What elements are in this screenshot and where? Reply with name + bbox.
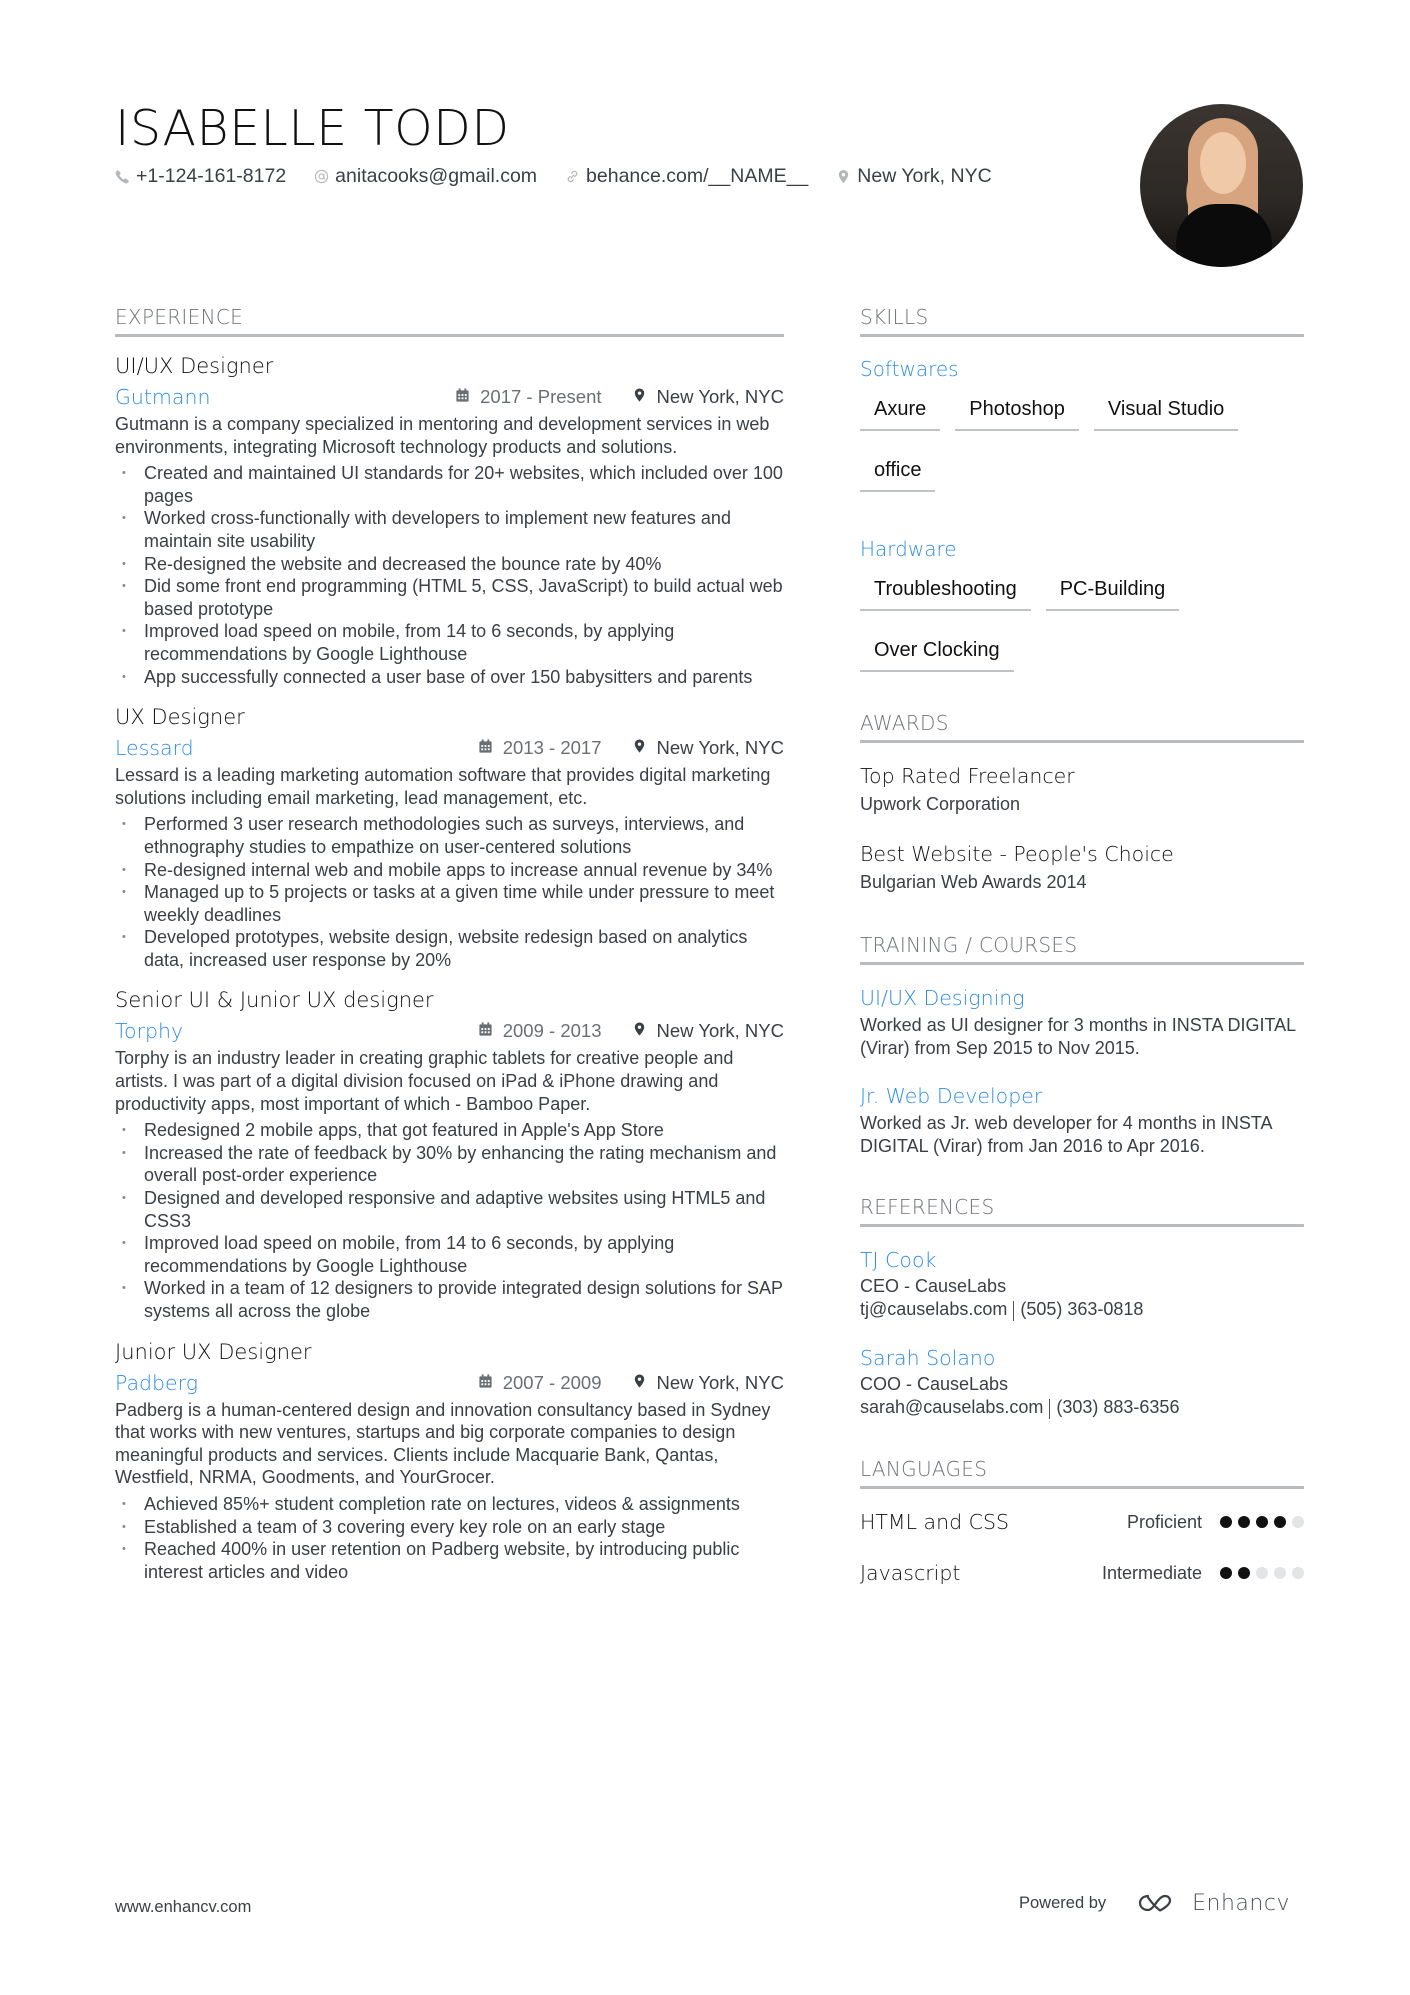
company-name: Gutmann (115, 385, 211, 409)
skill-tags (860, 575, 1304, 697)
achievement-item: • Achieved 85%+ student completion rate on lectures, videos & assignments (115, 1493, 784, 1516)
achievement-item: • Managed up to 5 projects or tasks at a given time while under pressure to meet weekly deadlines (115, 881, 784, 926)
location-pin-icon (632, 734, 657, 762)
job-meta-row (115, 734, 784, 762)
reference-email[interactable]: sarah@causelabs.com (860, 1397, 1044, 1418)
left-column (115, 305, 784, 1583)
achievement-item: • Worked in a team of 12 designers to provide integrated design solutions for SAP systems all across the globe (115, 1277, 784, 1322)
date-range: 2017 - Present (480, 386, 602, 407)
location-text: New York, NYC (656, 1371, 784, 1393)
skill-tag: Visual Studio (1094, 395, 1238, 431)
job-location (632, 1017, 785, 1045)
calendar-icon (478, 1017, 503, 1045)
reference-name: TJ Cook (860, 1248, 937, 1273)
job-meta (455, 383, 784, 411)
photo-turtleneck (1176, 204, 1272, 267)
contact-email (314, 165, 537, 188)
divider (1013, 1301, 1014, 1321)
profile-photo (1140, 104, 1303, 267)
achievement-item: • Designed and developed responsive and adaptive websites using HTML5 and CSS3 (115, 1187, 784, 1232)
languages-heading: LANGUAGES (860, 1457, 1304, 1489)
award-issuer: Bulgarian Web Awards 2014 (860, 872, 1087, 892)
brand-name: Enhancv (1192, 1890, 1290, 1916)
contact-line (115, 165, 1115, 188)
company-name: Lessard (115, 736, 194, 761)
course-description: Worked as Jr. web developer for 4 months in INSTA DIGITAL (Virar) from Jan 2016 to Apr 2016. (860, 1113, 1272, 1156)
course-item (860, 983, 1304, 1059)
skill-tag: office (860, 456, 935, 492)
language-proficiency (1102, 1558, 1304, 1588)
right-column (860, 305, 1304, 1588)
phone-text[interactable]: +1-124-161-8172 (136, 165, 287, 187)
reference-role: COO - CauseLabs (860, 1374, 1009, 1395)
footer-website[interactable]: www.enhancv.com (115, 1898, 252, 1916)
company-description: Torphy is an industry leader in creating graphic tablets for creative people and artists. I was part of a digital division focused on iPad & iPhone drawing and productivity apps, most important of which - Bamboo Paper. (115, 1048, 734, 1114)
job-dates (478, 1369, 602, 1397)
location-pin-icon (632, 383, 657, 411)
proficiency-dots (1220, 1567, 1304, 1579)
award-title: Top Rated Freelancer (860, 764, 1075, 788)
skill-tag: Photoshop (955, 395, 1079, 431)
achievement-item: • Improved load speed on mobile, from 14 to 6 seconds, by applying recommendations by Google Lighthouse (115, 620, 784, 665)
achievement-item: • Increased the rate of feedback by 30% by enhancing the rating mechanism and overall post-order experience (115, 1142, 784, 1187)
achievement-item: • Created and maintained UI standards for 20+ websites, which included over 100 pages (115, 462, 784, 507)
skill-tag: PC-Building (1046, 575, 1180, 611)
job-dates (455, 383, 601, 411)
language-name: Javascript (860, 1561, 961, 1586)
achievement-item: • Did some front end programming (HTML 5, CSS, JavaScript) to build actual web based prototype (115, 575, 784, 620)
reference-role: CEO - CauseLabs (860, 1276, 1007, 1297)
achievement-item: • App successfully connected a user base of over 150 babysitters and parents (115, 666, 784, 689)
calendar-icon (455, 383, 480, 411)
reference-name: Sarah Solano (860, 1346, 996, 1371)
experience-entry (115, 702, 784, 971)
proficiency-dot-filled (1238, 1516, 1250, 1528)
languages-section (860, 1457, 1304, 1588)
awards-list (860, 761, 1304, 895)
job-location (632, 383, 785, 411)
reference-contact (860, 1396, 1304, 1419)
footer-branding (1019, 1890, 1290, 1916)
location-pin-icon (632, 1017, 657, 1045)
job-title: Senior UI & Junior UX designer (115, 988, 434, 1013)
achievement-item: • Re-designed internal web and mobile apps to increase annual revenue by 34% (115, 859, 784, 882)
awards-heading: AWARDS (860, 711, 1304, 743)
course-title: Jr. Web Developer (860, 1084, 1043, 1109)
location-text: New York, NYC (656, 737, 784, 759)
proficiency-dot-filled (1220, 1567, 1232, 1579)
resume-header (115, 98, 1115, 188)
contact-link (565, 165, 808, 188)
proficiency-dot-empty (1256, 1567, 1268, 1579)
language-level: Intermediate (1101, 1563, 1202, 1584)
company-name: Padberg (115, 1370, 199, 1395)
skill-group (860, 355, 1304, 517)
job-meta (478, 734, 784, 762)
training-heading: TRAINING / COURSES (860, 933, 1304, 965)
location-text: New York, NYC (656, 386, 784, 407)
language-name: HTML and CSS (860, 1510, 1009, 1535)
calendar-icon (478, 1369, 503, 1397)
skill-groups (860, 355, 1304, 697)
skill-tag: Axure (860, 395, 940, 431)
language-proficiency (1127, 1507, 1304, 1537)
reference-phone[interactable]: (303) 883-6356 (1056, 1397, 1180, 1418)
awards-section (860, 711, 1304, 895)
location-text: New York, NYC (656, 1020, 784, 1042)
experience-heading: EXPERIENCE (115, 305, 784, 337)
calendar-icon (478, 734, 503, 762)
contact-phone (115, 165, 286, 188)
job-meta (478, 1017, 784, 1045)
achievement-list (115, 1493, 784, 1583)
location-pin-icon (632, 1369, 657, 1397)
training-list (860, 983, 1304, 1157)
job-meta (478, 1369, 784, 1397)
job-title: UI/UX Designer (115, 354, 274, 378)
powered-by-label: Powered by (1019, 1893, 1107, 1912)
location-text: New York, NYC (857, 165, 992, 187)
award-item (860, 761, 1304, 817)
job-meta-row (115, 383, 784, 411)
reference-item (860, 1343, 1304, 1419)
proficiency-dot-filled (1220, 1516, 1232, 1528)
company-description: Gutmann is a company specialized in mentoring and development services in web environments, integrating Microsoft technology products and solutions. (115, 414, 770, 457)
job-meta-row (115, 1017, 784, 1045)
proficiency-dot-empty (1292, 1567, 1304, 1579)
achievement-item: • Improved load speed on mobile, from 14 to 6 seconds, by applying recommendations by Google Lighthouse (115, 1232, 784, 1277)
award-issuer: Upwork Corporation (860, 794, 1021, 814)
divider (1049, 1399, 1050, 1419)
award-title: Best Website - People's Choice (860, 842, 1174, 866)
job-location (632, 1369, 785, 1397)
achievement-list (115, 813, 784, 971)
achievement-list (115, 1119, 784, 1322)
date-range: 2007 - 2009 (502, 1371, 602, 1393)
experience-entry (115, 985, 784, 1322)
email-text[interactable]: anitacooks@gmail.com (335, 165, 538, 187)
skills-heading: SKILLS (860, 305, 1304, 337)
company-name: Torphy (115, 1019, 184, 1044)
contact-location (836, 165, 991, 188)
company-description: Lessard is a leading marketing automation software that provides digital marketing solutions including email marketing, lead management, etc. (115, 765, 771, 808)
language-level: Proficient (1126, 1512, 1202, 1533)
skill-group-title: Softwares (860, 357, 959, 381)
date-range: 2009 - 2013 (502, 1020, 602, 1042)
languages-list (860, 1507, 1304, 1588)
achievement-item: • Reached 400% in user retention on Padberg website, by introducing public interest articles and video (115, 1538, 784, 1583)
date-range: 2013 - 2017 (502, 737, 602, 759)
phone-icon (115, 169, 130, 184)
reference-contact (860, 1298, 1304, 1321)
references-heading: REFERENCES (860, 1195, 1304, 1227)
language-item (860, 1507, 1304, 1537)
candidate-name: ISABELLE TODD (115, 100, 510, 157)
skill-group (860, 535, 1304, 697)
achievement-item: • Re-designed the website and decreased the bounce rate by 40% (115, 553, 784, 576)
experience-entry (115, 1337, 784, 1584)
achievement-item: • Worked cross-functionally with developers to implement new features and maintain site usability (115, 507, 784, 552)
job-title: UX Designer (115, 705, 245, 730)
achievement-item: • Redesigned 2 mobile apps, that got featured in Apple's App Store (115, 1119, 784, 1142)
job-location (632, 734, 785, 762)
job-title: Junior UX Designer (115, 1339, 312, 1364)
location-pin-icon (836, 169, 851, 184)
course-title: UI/UX Designing (860, 986, 1025, 1010)
skill-tag: Troubleshooting (860, 575, 1031, 611)
reference-phone[interactable]: (505) 363-0818 (1020, 1299, 1144, 1320)
enhancv-logo-icon (1132, 1890, 1180, 1916)
link-text[interactable]: behance.com/__NAME__ (586, 165, 809, 187)
proficiency-dots (1220, 1516, 1304, 1528)
company-description: Padberg is a human-centered design and innovation consultancy based in Sydney that works with new ventures, startups and big corporate companies to design meaningful products and services. Clients include Macquarie Bank, Qantas, Westfield, NRMA, Goodments, and YourGrocer. (115, 1399, 771, 1488)
link-icon (565, 169, 580, 184)
achievement-item: • Performed 3 user research methodologies such as surveys, interviews, and ethnography studies to empathize on user-centered solutions (115, 813, 784, 858)
award-item (860, 839, 1304, 895)
course-description: Worked as UI designer for 3 months in INSTA DIGITAL (Virar) from Sep 2015 to Nov 2015. (860, 1015, 1296, 1058)
achievement-item: • Developed prototypes, website design, website redesign based on analytics data, increased user response by 20% (115, 926, 784, 971)
proficiency-dot-filled (1256, 1516, 1268, 1528)
reference-email[interactable]: tj@causelabs.com (860, 1299, 1008, 1320)
language-item (860, 1558, 1304, 1588)
references-list (860, 1245, 1304, 1419)
enhancv-logo[interactable] (1132, 1890, 1290, 1916)
job-meta-row (115, 1369, 784, 1397)
skill-group-title: Hardware (860, 537, 957, 561)
training-section (860, 933, 1304, 1157)
skill-tags (860, 395, 1304, 517)
proficiency-dot-filled (1238, 1567, 1250, 1579)
reference-item (860, 1245, 1304, 1321)
photo-face (1200, 132, 1246, 194)
job-dates (478, 734, 602, 762)
experience-entry (115, 351, 784, 688)
proficiency-dot-empty (1292, 1516, 1304, 1528)
skill-tag: Over Clocking (860, 636, 1014, 672)
proficiency-dot-filled (1274, 1516, 1286, 1528)
job-dates (478, 1017, 602, 1045)
achievement-list (115, 462, 784, 688)
experience-list (115, 351, 784, 1583)
references-section (860, 1195, 1304, 1419)
proficiency-dot-empty (1274, 1567, 1286, 1579)
achievement-item: • Established a team of 3 covering every key role on an early stage (115, 1516, 784, 1539)
at-icon (314, 169, 329, 184)
course-item (860, 1081, 1304, 1157)
